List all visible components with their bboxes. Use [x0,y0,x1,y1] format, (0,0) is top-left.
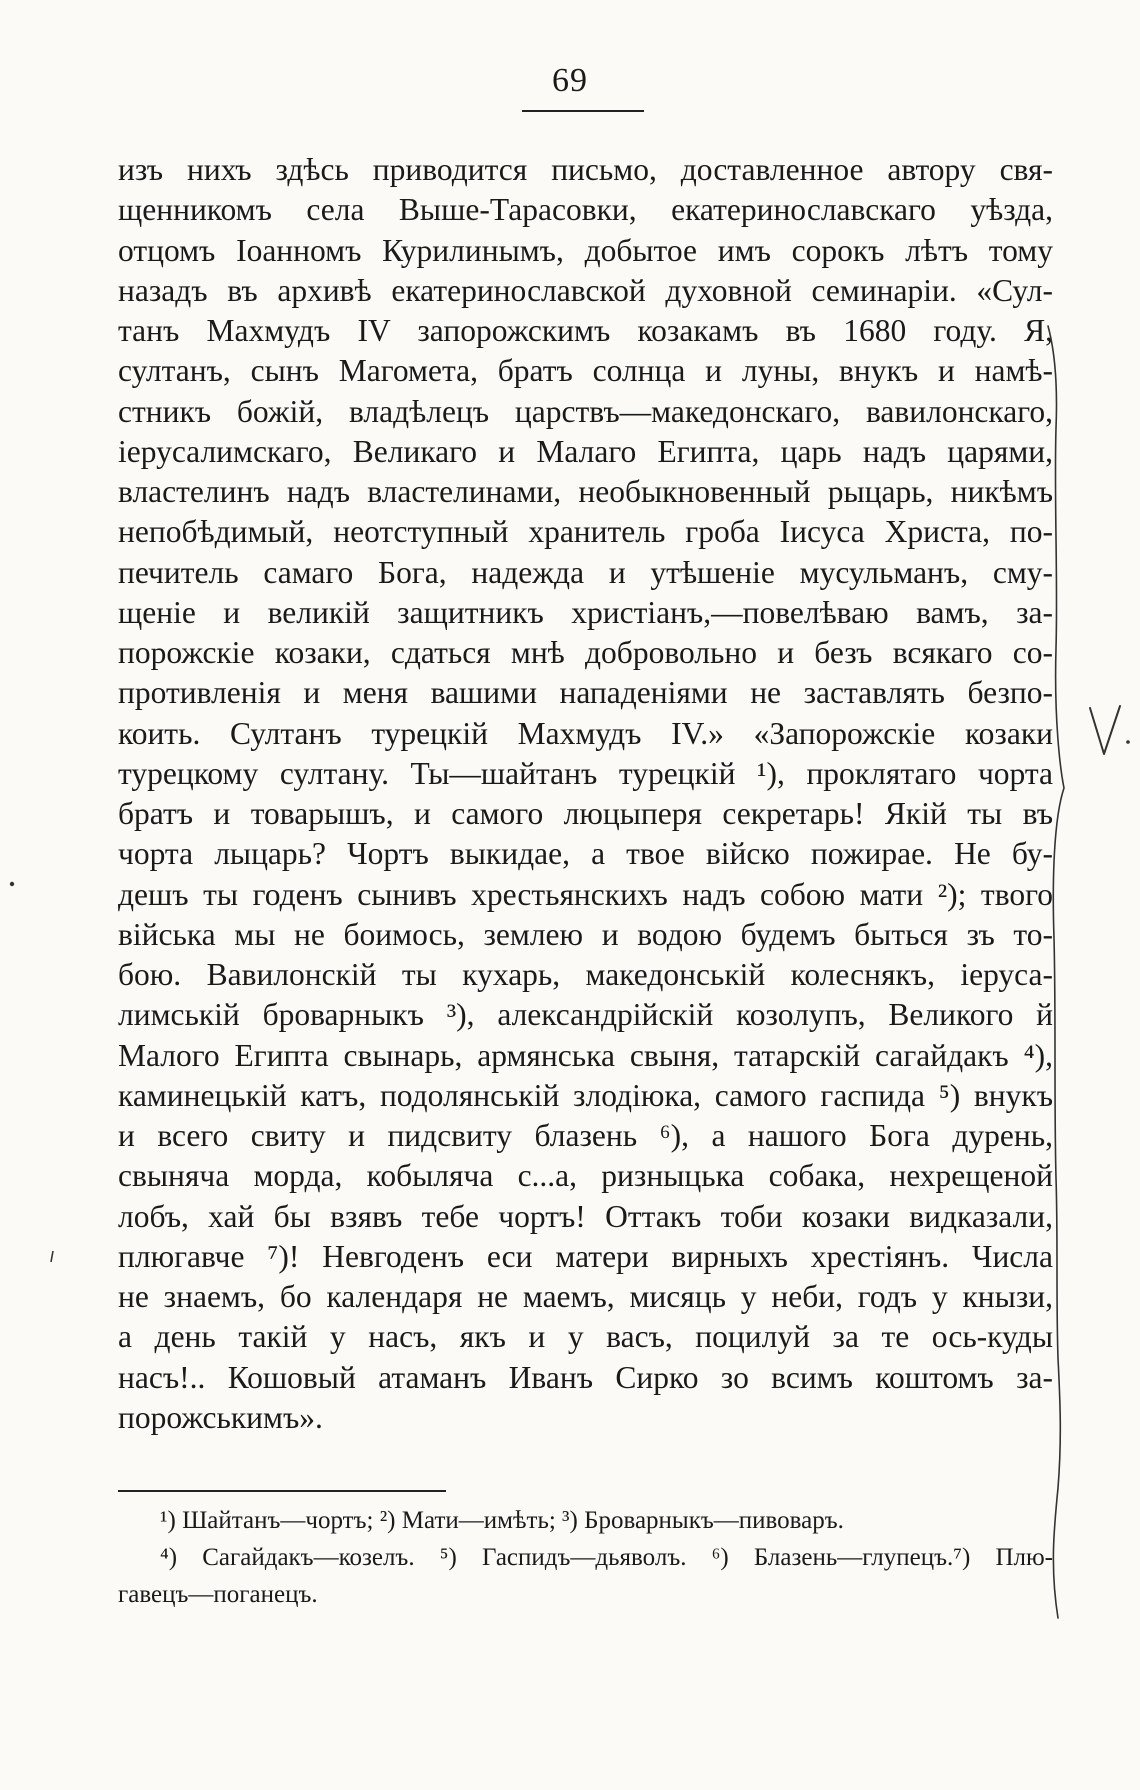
text-line: щенникомъ села Выше-Тарасовки, екатеринославскаго уѣзда, [118,192,1053,228]
check-mark-icon [1086,702,1136,762]
speck-icon [48,1250,56,1264]
body-text [118,150,1053,1438]
text-line: лимській броварныкъ ³), александрійскій козолупъ, Великого й [118,997,1053,1033]
text-line: печитель самаго Бога, надежда и утѣшеніе мусульманъ, сму- [118,554,1053,590]
text-line: стникъ божій, владѣлецъ царствъ—македонскаго, вавилонскаго, [118,393,1053,429]
text-line: чорта лыцарь? Чортъ выкидае, а твое війско пожирае. Не бу- [118,836,1053,872]
text-line: дешъ ты годенъ сынивъ хрестьянскихъ надъ собою мати ²); твого [118,876,1053,912]
text-line: танъ Махмудъ IV запорожскимъ козакамъ въ 1680 году. Я, [118,313,1053,348]
footnote-line: гавецъ—поганецъ. [118,1581,318,1608]
page-number-rule [522,110,644,112]
text-line: отцомъ Іоанномъ Курилинымъ, добытое имъ сорокъ лѣтъ тому [118,232,1053,268]
footnotes [118,1502,1053,1613]
text-line: щеніе и великій защитникъ христіанъ,—повелѣваю вамъ, за- [118,594,1053,630]
margin-bracket-icon [1040,318,1080,1638]
text-line: противленія и меня вашими нападеніями не заставлять безпо- [118,675,1053,711]
speck-icon [8,880,16,888]
text-line: насъ!.. Кошовый атаманъ Иванъ Сирко зо всимъ коштомъ за- [118,1359,1053,1395]
text-line: бою. Вавилонскій ты кухарь, македонській колеснякъ, іеруса- [118,957,1053,992]
text-line: и всего свиту и пидсвиту блазень ⁶), а нашого Бога дурень, [118,1118,1053,1153]
text-line: турецкому султану. Ты—шайтанъ турецкій ¹), проклятаго чорта [118,755,1053,791]
text-line: плюгавче ⁷)! Невгоденъ еси матери вирныхъ хрестіянъ. Числа [118,1238,1053,1274]
text-line: Малого Египта свынарь, армянська свыня, татарскій сагайдакъ ⁴), [118,1037,1053,1073]
text-line: війська мы не боимось, землею и водою будемъ быться зъ то- [118,916,1053,952]
footnote-rule [118,1490,446,1492]
text-line: а день такій у насъ, якъ и у васъ, поцилуй за те ось-куды [118,1319,1053,1355]
text-line: коить. Султанъ турецкій Махмудъ IV.» «Запорожскіе козаки [118,715,1053,751]
text-line: лобъ, хай бы взявъ тебе чортъ! Оттакъ тоби козаки видказали, [118,1198,1053,1234]
footnote-line: ¹) Шайтанъ—чортъ; ²) Мати—имѣть; ³) Броварныкъ—пивоваръ. [160,1507,844,1534]
text-line: султанъ, сынъ Магомета, братъ солнца и луны, внукъ и намѣ- [118,353,1053,389]
text-line: каминецькій катъ, подолянській злодіюка, самого гаспида ⁵) внукъ [118,1077,1053,1113]
text-line: изъ нихъ здѣсь приводится письмо, доставленное автору свя- [118,152,1053,187]
page-number: 69 [552,62,588,99]
text-line: непобѣдимый, неотступный хранитель гроба Іисуса Христа, по- [118,514,1053,550]
text-line: братъ и товарышъ, и самого люцыперя секретарь! Якій ты въ [118,796,1053,831]
text-line: порожскіе козаки, сдаться мнѣ добровольно и безъ всякаго со- [118,635,1053,670]
text-line: свыняча морда, кобыляча с...а, ризныцька собака, нехрещеной [118,1158,1053,1194]
text-line: порожськимъ». [118,1399,323,1435]
footnote-line: ⁴) Сагайдакъ—козелъ. ⁵) Гаспидъ—дьяволъ. ⁶) Блазень—глупецъ.⁷) Плю- [160,1544,1053,1571]
text-line: іерусалимскаго, Великаго и Малаго Египта, царь надъ царями, [118,433,1053,469]
text-line: властелинъ надъ властелинами, необыкновенный рыцарь, никѣмъ [118,474,1053,509]
text-line: назадъ въ архивѣ екатеринославской духовной семинаріи. «Сул- [118,272,1053,308]
text-line: не знаемъ, бо календаря не маемъ, мисяць у неби, годъ у кнызи, [118,1279,1053,1314]
